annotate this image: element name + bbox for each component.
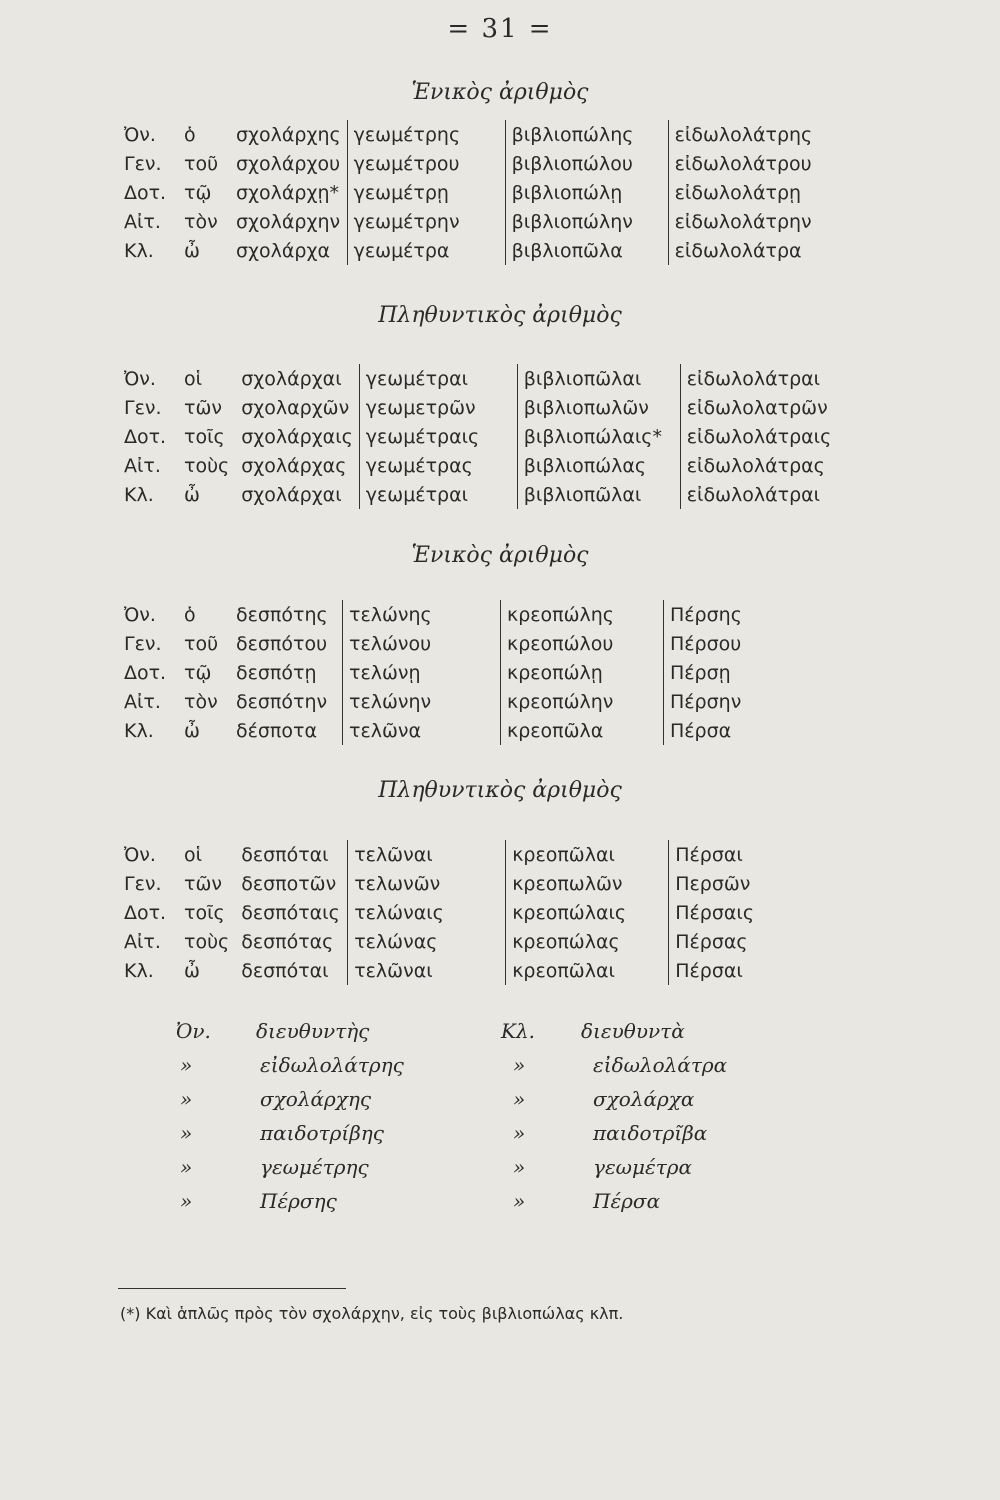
word-col-4: εἰδωλολάτρα (668, 236, 851, 265)
word-col-3: κρεοπώλῃ (501, 658, 664, 687)
list-item (176, 1150, 727, 1184)
vocative-form: διευθυντὰ (581, 1019, 685, 1043)
case-label: Κλ. (124, 483, 154, 506)
word-col-4: Πέρσαι (669, 840, 852, 869)
table-row (118, 236, 851, 265)
word-col-1: δεσπότας (241, 930, 334, 953)
article: τοὺς (184, 454, 230, 477)
nominative-form: γεωμέτρης (260, 1155, 369, 1179)
word-col-1: δεσποτῶν (241, 872, 337, 895)
word-col-4: εἰδωλολάτρην (668, 207, 851, 236)
word-col-1: σχολάρχου (236, 152, 341, 175)
section-title-singular-1: Ἑνικὸς ἀριθμὸς (411, 80, 589, 105)
table-row (118, 120, 851, 149)
ditto-mark: » (180, 1155, 193, 1179)
section-title-plural-2: Πληθυντικὸς ἀριθμὸς (378, 778, 622, 803)
word-col-1: σχολαρχῶν (241, 396, 350, 419)
word-col-2: τελωνῶν (348, 869, 506, 898)
case-label: Ὀν. (124, 843, 156, 866)
nominative-form: σχολάρχης (260, 1087, 372, 1111)
case-label: Γεν. (124, 872, 162, 895)
case-label: Ὀν. (124, 603, 156, 626)
word-col-1: δεσπότου (236, 632, 328, 655)
table-row (118, 716, 846, 745)
list-item (176, 1048, 727, 1082)
word-col-1: δεσπόται (241, 959, 329, 982)
article: ὦ (184, 959, 200, 982)
word-col-2: γεωμέτρα (347, 236, 505, 265)
word-col-3: βιβλιοπώλαις* (517, 422, 680, 451)
table-row (118, 927, 851, 956)
word-col-4: εἰδωλολάτραι (680, 364, 863, 393)
declension-table-3 (118, 600, 846, 745)
table-row (118, 658, 846, 687)
word-col-3: κρεοπῶλαι (506, 956, 669, 985)
word-col-2: τελώνης (343, 600, 501, 629)
article: τοῖς (184, 901, 225, 924)
word-col-1: δεσπότῃ (236, 661, 317, 684)
table-row (118, 207, 851, 236)
case-label: Δοτ. (124, 901, 167, 924)
table-row (118, 178, 851, 207)
word-col-3: κρεοπώλην (501, 687, 664, 716)
word-col-1: δεσπότην (236, 690, 328, 713)
footnote-divider (118, 1288, 346, 1289)
case-label: Γεν. (124, 632, 162, 655)
word-col-4: εἰδωλολάτραις (680, 422, 863, 451)
declension-table-1 (118, 120, 851, 265)
case-label: Κλ. (124, 719, 154, 742)
word-col-2: γεωμέτραις (359, 422, 517, 451)
case-label: Αἰτ. (124, 210, 161, 233)
table-row (118, 393, 863, 422)
word-col-2: τελώνην (343, 687, 501, 716)
case-label: Ὀν. (124, 367, 156, 390)
word-col-4: Πέρσης (664, 600, 847, 629)
ditto-mark: » (180, 1087, 193, 1111)
article: τῷ (184, 181, 212, 204)
list-item (176, 1184, 727, 1218)
nominative-form: διευθυντὴς (256, 1019, 370, 1043)
word-col-2: τελώνῃ (343, 658, 501, 687)
word-col-4: Πέρσῃ (664, 658, 847, 687)
word-col-2: γεωμέτραι (359, 480, 517, 509)
word-col-1: σχολάρχαι (241, 367, 342, 390)
word-col-3: κρεοπωλῶν (506, 869, 669, 898)
ditto-mark: » (513, 1189, 526, 1213)
vocative-form: παιδοτρῖβα (593, 1121, 708, 1145)
article: τοὺς (184, 930, 230, 953)
word-col-3: βιβλιοπώλας (517, 451, 680, 480)
word-col-3: κρεοπώλας (506, 927, 669, 956)
nominative-form: παιδοτρίβης (260, 1121, 384, 1145)
section-title-plural-1: Πληθυντικὸς ἀριθμὸς (378, 303, 622, 328)
word-col-2: τελώναις (348, 898, 506, 927)
word-col-1: σχολάρχας (241, 454, 347, 477)
article: τὸν (184, 210, 218, 233)
case-label: Δοτ. (124, 425, 167, 448)
table-row (118, 629, 846, 658)
article: ὦ (184, 719, 200, 742)
nominative-form: εἰδωλολάτρης (260, 1053, 404, 1077)
page-number: = 31 = (447, 14, 553, 44)
table-row (118, 451, 863, 480)
table-row (118, 869, 851, 898)
word-col-1: δέσποτα (236, 719, 317, 742)
case-marker: Κλ. (501, 1019, 535, 1043)
article: ὦ (184, 483, 200, 506)
table-row (118, 149, 851, 178)
article: οἱ (184, 367, 203, 390)
word-col-2: τελῶνα (343, 716, 501, 745)
table-row (118, 956, 851, 985)
vocative-form: σχολάρχα (593, 1087, 695, 1111)
word-col-3: βιβλιοπῶλα (505, 236, 668, 265)
case-label: Δοτ. (124, 181, 167, 204)
declension-table-2 (118, 364, 863, 509)
ditto-mark: » (513, 1121, 526, 1145)
table-row (118, 687, 846, 716)
case-label: Αἰτ. (124, 454, 161, 477)
case-label: Αἰτ. (124, 690, 161, 713)
declension-table-4 (118, 840, 851, 985)
case-label: Ὀν. (124, 123, 156, 146)
word-col-3: βιβλιοπώλης (505, 120, 668, 149)
case-label: Κλ. (124, 959, 154, 982)
word-col-2: γεωμέτρης (347, 120, 505, 149)
ditto-mark: » (513, 1053, 526, 1077)
article: ὁ (184, 603, 196, 626)
table-row (118, 840, 851, 869)
word-col-2: γεωμέτρην (347, 207, 505, 236)
word-col-3: κρεοπῶλαι (506, 840, 669, 869)
word-col-2: γεωμετρῶν (359, 393, 517, 422)
word-col-4: Πέρσου (664, 629, 847, 658)
word-col-4: Πέρσην (664, 687, 847, 716)
table-row (118, 364, 863, 393)
ditto-mark: » (180, 1121, 193, 1145)
article: τῶν (184, 872, 222, 895)
article: ὦ (184, 239, 200, 262)
word-col-1: σχολάρχῃ* (236, 181, 339, 204)
vocative-form: Πέρσα (593, 1189, 661, 1213)
footnote: (*) Καὶ ἁπλῶς πρὸς τὸν σχολάρχην, εἰς τοὺς βιβλιοπώλας κλπ. (120, 1304, 624, 1323)
word-col-1: δεσπότης (236, 603, 328, 626)
word-col-3: βιβλιοπώλην (505, 207, 668, 236)
article: τῷ (184, 661, 212, 684)
word-col-3: βιβλιοπῶλαι (517, 364, 680, 393)
word-col-4: Πέρσας (669, 927, 852, 956)
word-col-2: τελῶναι (348, 956, 506, 985)
word-col-3: κρεοπώλου (501, 629, 664, 658)
word-col-4: Πέρσαις (669, 898, 852, 927)
article: οἱ (184, 843, 203, 866)
word-col-4: Πέρσαι (669, 956, 852, 985)
article: τὸν (184, 690, 218, 713)
word-col-3: βιβλιοπῶλαι (517, 480, 680, 509)
vocative-list (176, 1014, 727, 1218)
word-col-2: γεωμέτρου (347, 149, 505, 178)
word-col-4: εἰδωλολατρῶν (680, 393, 863, 422)
case-label: Γεν. (124, 396, 162, 419)
list-item (176, 1014, 727, 1048)
table-row (118, 600, 846, 629)
table-row (118, 422, 863, 451)
word-col-1: δεσπόται (241, 843, 329, 866)
vocative-form: γεωμέτρα (593, 1155, 693, 1179)
case-marker: Ὀν. (176, 1019, 211, 1043)
word-col-4: εἰδωλολάτρης (668, 120, 851, 149)
table-row (118, 480, 863, 509)
word-col-3: κρεοπῶλα (501, 716, 664, 745)
ditto-mark: » (180, 1189, 193, 1213)
case-label: Γεν. (124, 152, 162, 175)
word-col-2: τελώνου (343, 629, 501, 658)
word-col-2: γεωμέτρας (359, 451, 517, 480)
word-col-2: γεωμέτραι (359, 364, 517, 393)
word-col-1: δεσπόταις (241, 901, 340, 924)
word-col-3: βιβλιοπώλου (505, 149, 668, 178)
table-row (118, 898, 851, 927)
case-label: Κλ. (124, 239, 154, 262)
ditto-mark: » (180, 1053, 193, 1077)
ditto-mark: » (513, 1155, 526, 1179)
word-col-1: σχολάρχην (236, 210, 341, 233)
word-col-3: κρεοπώλαις (506, 898, 669, 927)
article: τοῦ (184, 632, 219, 655)
word-col-4: εἰδωλολάτρου (668, 149, 851, 178)
ditto-mark: » (513, 1087, 526, 1111)
word-col-1: σχολάρχης (236, 123, 341, 146)
word-col-2: τελῶναι (348, 840, 506, 869)
word-col-4: Πέρσα (664, 716, 847, 745)
article: τῶν (184, 396, 222, 419)
nominative-form: Πέρσης (260, 1189, 337, 1213)
word-col-2: τελώνας (348, 927, 506, 956)
word-col-1: σχολάρχα (236, 239, 330, 262)
article: ὁ (184, 123, 196, 146)
word-col-1: σχολάρχαις (241, 425, 353, 448)
word-col-4: εἰδωλολάτραι (680, 480, 863, 509)
case-label: Αἰτ. (124, 930, 161, 953)
section-title-singular-2: Ἑνικὸς ἀριθμὸς (411, 543, 589, 568)
article: τοῦ (184, 152, 219, 175)
article: τοῖς (184, 425, 225, 448)
vocative-form: εἰδωλολάτρα (593, 1053, 728, 1077)
case-label: Δοτ. (124, 661, 167, 684)
word-col-2: γεωμέτρῃ (347, 178, 505, 207)
word-col-3: κρεοπώλης (501, 600, 664, 629)
word-col-4: Περσῶν (669, 869, 852, 898)
word-col-4: εἰδωλολάτρας (680, 451, 863, 480)
word-col-3: βιβλιοπώλῃ (505, 178, 668, 207)
word-col-1: σχολάρχαι (241, 483, 342, 506)
list-item (176, 1116, 727, 1150)
word-col-4: εἰδωλολάτρῃ (668, 178, 851, 207)
list-item (176, 1082, 727, 1116)
word-col-3: βιβλιοπωλῶν (517, 393, 680, 422)
